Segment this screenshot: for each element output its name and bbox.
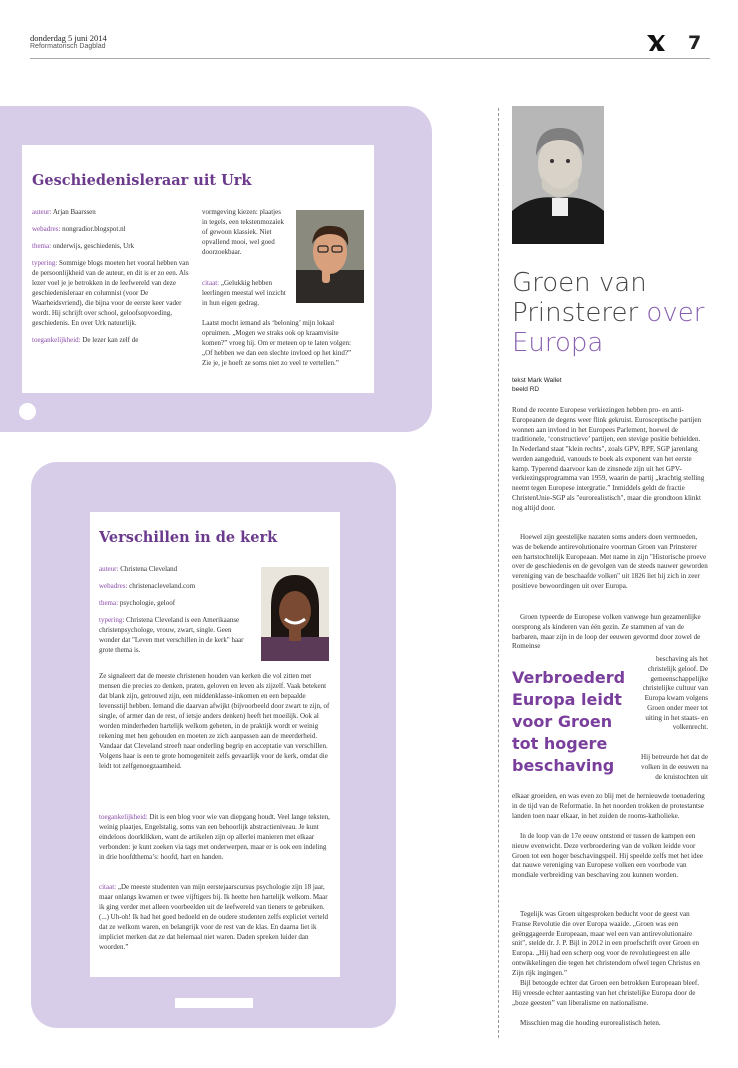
blog2-meta: auteur: Christena Cleveland webadres: christenacleveland.com thema: psychologie, geloof typering: Christena Cleveland is een Amerikaanse christenpsychologe, vrouw, zwart, single. Geen wonder dat "Leven met verschillen in de kerk" haar grote thema is. (99, 565, 244, 654)
groen-van-prinsterer-portrait (512, 106, 604, 244)
article-paragraph-4: elkaar groeiden, en was even zo blij met de hernieuwde toenadering in de tijd van de Reformatie. In het noorden trokken de protestantse landen toen naar elkaar, in het zuiden de rooms-katholieke. (512, 792, 705, 820)
article-title: Groen van Prinsterer over Europa (512, 268, 705, 358)
blog1-quote-top: citaat: „Gelukkig hebben leerlingen meestal wel inzicht in hun eigen gedrag. (202, 279, 286, 307)
blog2-title: Verschillen in de kerk (99, 529, 278, 546)
column-separator (498, 108, 499, 1038)
article-paragraph-3: Groen typeerde de Europese volken vanwege hun gezamenlijke oorsprong als kinderen van één gezin. Ze stammen af van de barbaren, maar zijn in de loop der eeuwen gevormd door zowel de Romeinse (512, 613, 701, 651)
blog2-author-photo (261, 567, 329, 661)
article-side-text-1: beschaving als het christelijk geloof. De gemeenschappelijke christelijke cultuur van Europa kwam volgens Groen onder meer tot uiting in het staats- en volkenrecht. (642, 655, 708, 732)
blog1-title: Geschiedenisleraar uit Urk (32, 172, 252, 189)
article-paragraph-5: In de loop van de 17e eeuw ontstond er tussen de kampen een nieuw evenwicht. Deze verbroedering van de volken leidde voor Groen tot een hoger beschavingspeil. Hij speelde zelfs met het idee dat nauwe vereniging van Europese volken een voorbode van mondiale verbreiding van beschaving zou kunnen worden. (512, 832, 703, 879)
article-paragraph-8: Misschien mag die houding eurorealistisch heten. (520, 1019, 661, 1027)
article-pull-quote: Verbroederd Europa leidt voor Groen tot hogere beschaving (512, 668, 626, 775)
blog1-meta: auteur: Arjan Baarssen webadres: nongradior.blogspot.nl thema: onderwijs, geschiedenis, Urk typering: Sommige blogs moeten het vooral hebben van de persoonlijkheid van de auteur, en dit is er zo een. Als lezer voel je je betrokken in de leefwereld van deze geschiedenisleraar en columnist (voor De Waarheidsvriend), die bijna voor de eerste keer vader wordt. Hij schrijft over school, geloofsopvoeding, geschiedenis. En over Urk natuurlijk. toegankelijkheid: De lezer kan zelf de (32, 208, 189, 344)
blog2-access: toegankelijkheid: Dit is een blog voor wie van diepgang houdt. Veel lange teksten, weinig plaatjes, Engelstalig, soms van een behoorlijk abstractieniveau. Je kunt eindeloos doorklikken, want de artikelen zijn op allerlei manieren met elkaar verbonden: je kunt zoeken via tags met onderwerpen, maar er is ook een indeling in drie hoofdthema’s: hoofd, hart en handen. (99, 813, 330, 861)
blog2-typing-rest: Ze signaleert dat de meeste christenen houden van kerken die vol zitten met mensen die precies zo denken, praten, geloven en leven als zijzelf. Vaak betekent dat blank zijn, getrouwd zijn, een middenklasse-inkomen en een bepaalde levensstijl hebben. Iemand die daarvan afwijkt (bijvoorbeeld door zwart te zijn, of single, of armer dan de rest, of ietsje anders denken) heeft het moeilijk. Ook al worden minderheden hartelijk welkom geheten, in de praktijk wordt er weinig rekening met hen gehouden en moeten ze zich aanpassen aan de meerderheid. Vandaar dat Cleveland streeft naar onderling begrip en acceptatie van verschillen. Volgens haar is een te grote homogeniteit zelfs gevaarlijk voor de kerk, omdat die leidt tot zelfgenoegzaamheid. (99, 672, 330, 770)
newspaper-name: Reformatorisch Dagblad (30, 43, 106, 50)
article-intro: Rond de recente Europese verkiezingen hebben pro- en anti-Europeanen de degens weer flink gekruist. Eurosceptische partijen wonnen aan invloed in het Europees Parlement, hoewel de traditionele, ‘constructieve’ partijen, een stevige positie behielden. In Nederland staat "klein rechts", zoals GPV, RPF, SGP jarenlang werden aangeduid, vanouds te boek als exponent van het eerste kamp. Typerend daarvoor kan de zinsnede zijn uit het GPV-verkiezingsprogramma van 1959, waarin de partij „krachtig stelling neemt tegen Europese intergratie.” Inmiddels geldt de fractie ChristenUnie-SGP als "eurorealistisch", maar die grondtoon klinkt nog altijd door. (512, 406, 705, 512)
blog1-access-cont: vormgeving kiezen: plaatjes in tegels, een tekstenmozaiek of gewoon klassiek. Niet opvallend mooi, wel goed doorzoekbaar. (202, 208, 285, 256)
blog1-author-photo (296, 210, 364, 303)
issue-date: donderdag 5 juni 2014 (30, 33, 107, 43)
article-side-text-2: Hij betreurde het dat de volken in de eeuwen na de kruistochten uit (641, 753, 708, 781)
article-credits: tekst Mark Wallet beeld RD (512, 377, 562, 393)
tablet-home-button-2 (175, 998, 253, 1008)
newspaper-logo-icon (646, 33, 666, 53)
blog1-quote-rest: Laatst mocht iemand als ‘beloning’ mijn lokaal opruimen. „Mogen we straks ook op kraamvisite komen?” vroeg hij. Om er meteen op te laten volgen: „Of hebben we dan een slechte invloed op het kind?” Zie je, je hoeft ze soms niet zo veel te vertellen.” (202, 319, 352, 367)
blog2-quote: citaat: „De meeste studenten van mijn eerstejaarscursus psychologie zijn 18 jaar, maar onlangs kwamen er twee vijftigers bij. Ik heette hen hartelijk welkom. Maar ik ging verder met alleen voorbeelden uit de leefwereld van tieners te gebruiken. (...) Uh-oh! Ik had het goed bedoeld en de oudere studenten zelfs expliciet verteld dat ze welkom waren, en belangrijk voor de rest van de klas. En daarna liet ik impliciet merken dat ze dat helemaal niet waren. Daden spreken luider dan woorden.” (99, 883, 328, 951)
article-paragraph-6: Tegelijk was Groen uitgesproken beducht voor de geest van Franse Revolutie die over Europa waaide. „Groen was een geënggageerde Europeaan, maar wel een van antirevolutionaire snit", stelde dr. J. P. Bijl in 2012 in een proefschrift over Groen en Europa. „Hij had een scherp oog voor de revolutiegeest en alle ontwikkelingen die tegen het christendom ofwel tegen Christus en Zijn rijk ingingen.” (512, 910, 700, 977)
tablet-home-button-1 (19, 403, 36, 420)
page-number: 7 (688, 32, 702, 54)
article-paragraph-2: Hoewel zijn geestelijke nazaten soms anders doen vermoeden, was de bekende antirevolutionaire voorman Groen van Prinsterer een hartstochtelijk Europeaan. Met name in zijn "Historische proeve over de geschiedenis en de gevolgen van de steeds nauwer geworden vereniging van de beschaafde volken" uit 1826 liet hij zich in zeer positieve bewoordingen uit over Europa. (512, 533, 708, 590)
header-rule (30, 58, 710, 59)
article-paragraph-7: Bijl betoogde echter dat Groen een betrokken Europeaan bleef. Hij vreesde echter aantasting van het christelijke Europa door de „boze geesten” van liberalisme en nationalisme. (512, 979, 700, 1007)
